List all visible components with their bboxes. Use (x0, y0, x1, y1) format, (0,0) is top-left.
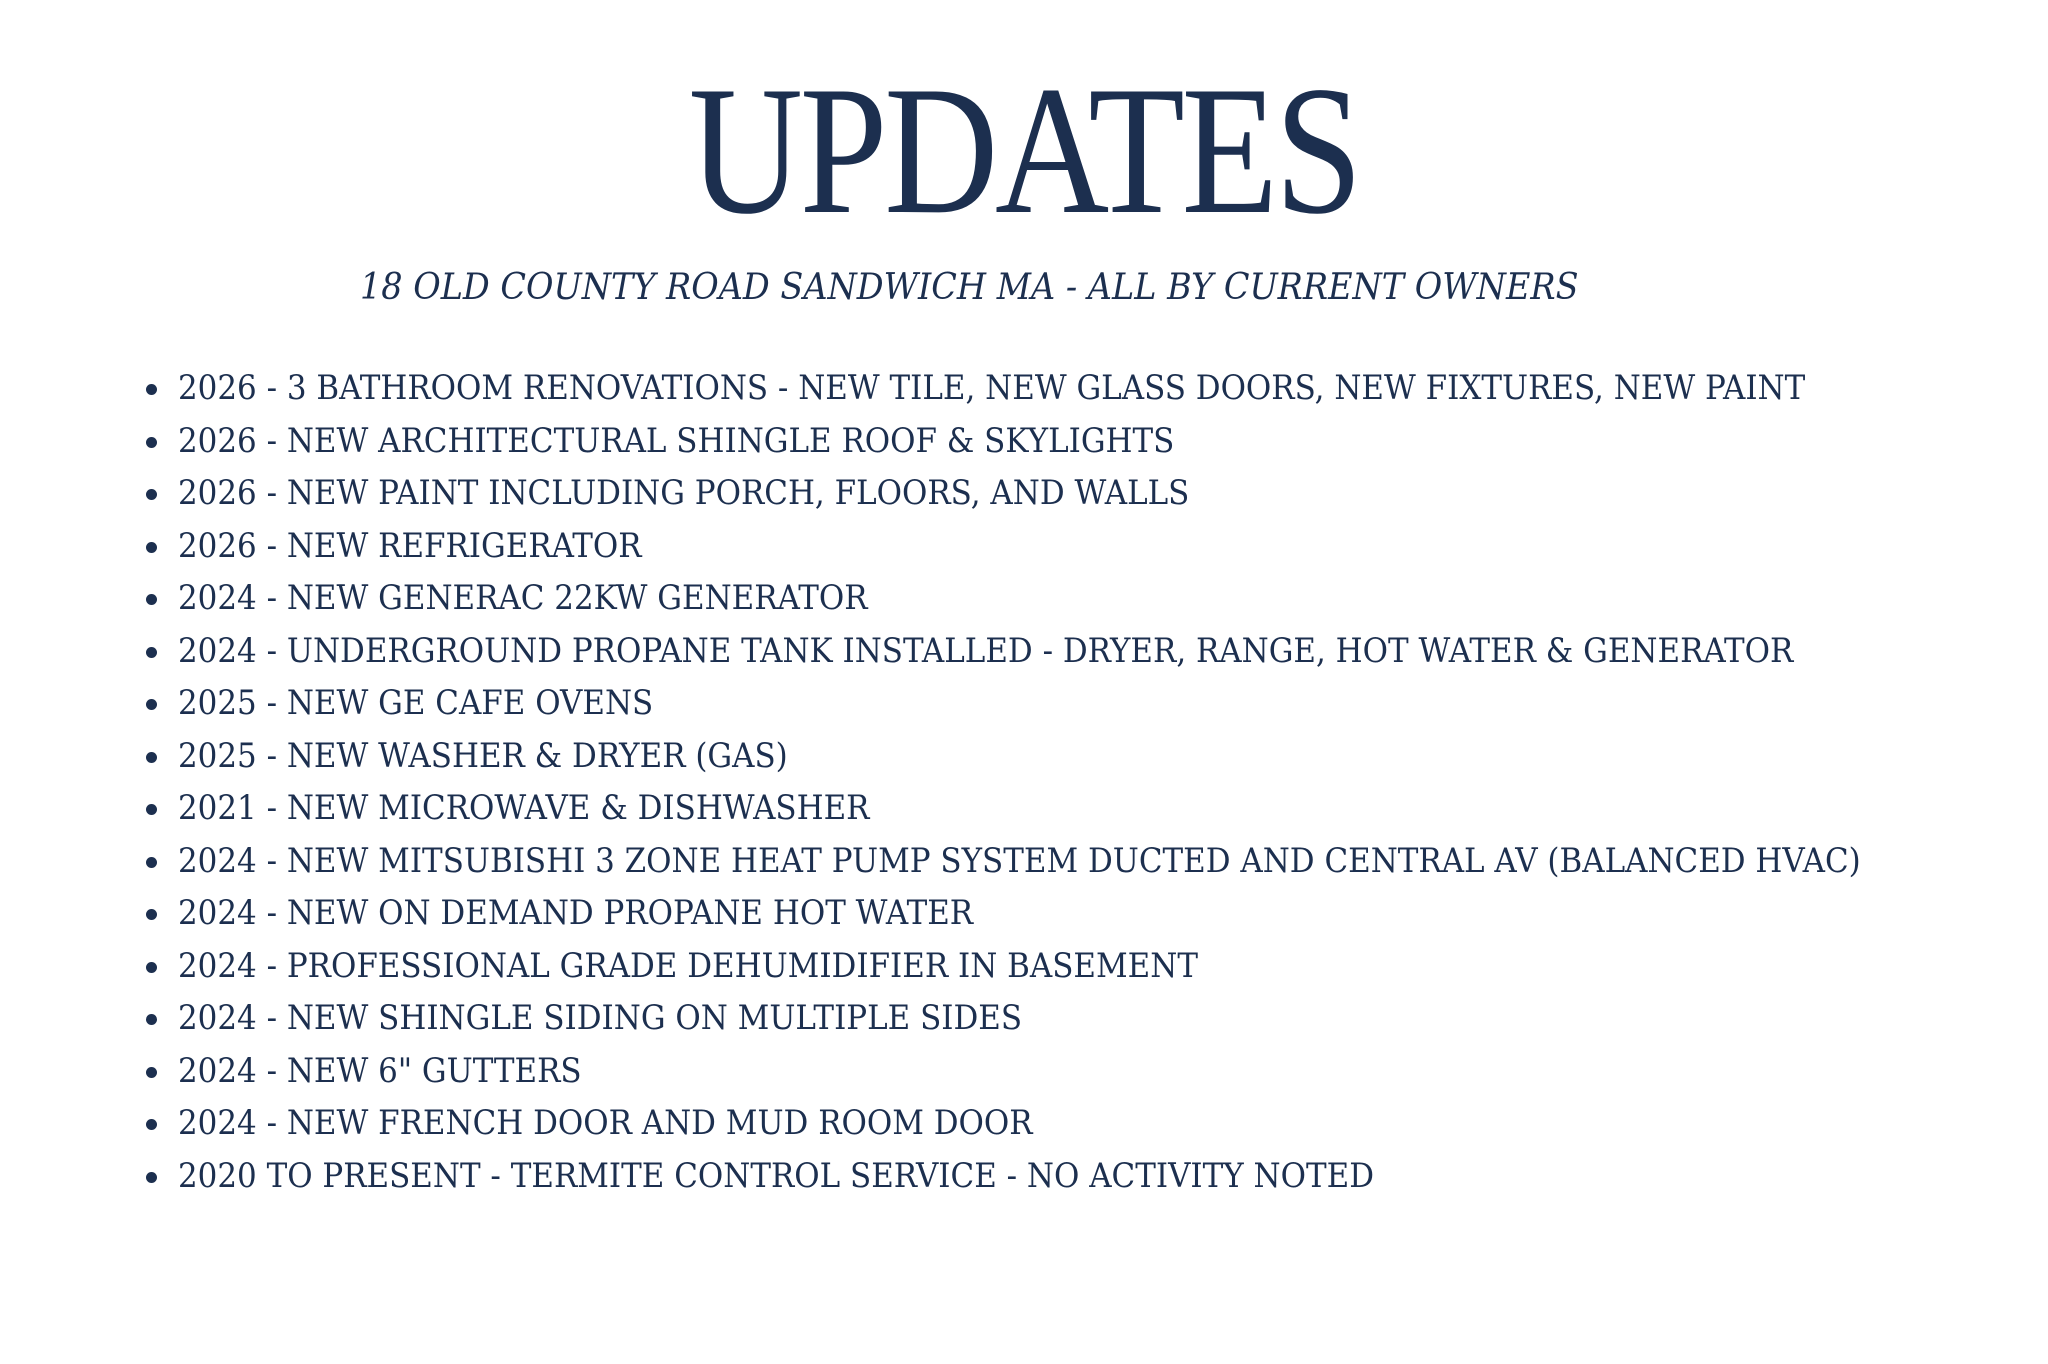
update-item-text: 2026 - 3 BATHROOM RENOVATIONS - NEW TILE, NEW GLASS DOORS, NEW FIXTURES, NEW PAINT (178, 368, 1806, 408)
bullet-icon (146, 594, 157, 605)
update-item-text: 2024 - NEW GENERAC 22KW GENERATOR (178, 578, 868, 618)
bullet-icon (146, 1014, 157, 1025)
bullet-icon (146, 489, 157, 500)
bullet-icon (146, 804, 157, 815)
update-item-text: 2020 TO PRESENT - TERMITE CONTROL SERVICE - NO ACTIVITY NOTED (178, 1155, 1374, 1196)
bullet-icon (146, 1067, 157, 1078)
update-item-text: 2024 - NEW MITSUBISHI 3 ZONE HEAT PUMP SYSTEM DUCTED AND CENTRAL AV (BALANCED HVAC) (178, 840, 1861, 881)
page-subtitle: 18 OLD COUNTY ROAD SANDWICH MA - ALL BY CURRENT OWNERS (360, 267, 1579, 308)
page-title: UPDATES (688, 48, 1360, 252)
bullet-icon (146, 909, 157, 920)
update-item-text: 2026 - NEW REFRIGERATOR (178, 525, 642, 566)
update-item-text: 2021 - NEW MICROWAVE & DISHWASHER (178, 788, 870, 828)
bullet-icon (146, 1172, 157, 1183)
update-item-text: 2024 - NEW ON DEMAND PROPANE HOT WATER (178, 893, 974, 933)
bullet-icon (146, 857, 157, 868)
update-item-text: 2026 - NEW ARCHITECTURAL SHINGLE ROOF & SKYLIGHTS (178, 420, 1175, 461)
update-item-text: 2026 - NEW PAINT INCLUDING PORCH, FLOORS, AND WALLS (178, 473, 1190, 513)
bullet-icon (146, 962, 157, 973)
update-item-text: 2024 - PROFESSIONAL GRADE DEHUMIDIFIER IN BASEMENT (178, 945, 1198, 986)
bullet-icon (146, 542, 157, 553)
update-item-text: 2024 - NEW SHINGLE SIDING ON MULTIPLE SIDES (178, 998, 1023, 1038)
bullet-icon (146, 647, 157, 658)
bullet-icon (146, 1119, 157, 1130)
bullet-icon (146, 752, 157, 763)
update-item-text: 2024 - UNDERGROUND PROPANE TANK INSTALLED - DRYER, RANGE, HOT WATER & GENERATOR (178, 630, 1794, 671)
bullet-icon (146, 437, 157, 448)
update-item-text: 2025 - NEW GE CAFE OVENS (178, 683, 654, 723)
update-item-text: 2025 - NEW WASHER & DRYER (GAS) (178, 735, 788, 776)
update-item-text: 2024 - NEW 6" GUTTERS (178, 1050, 582, 1091)
bullet-icon (146, 384, 157, 395)
bullet-icon (146, 699, 157, 710)
update-item-text: 2024 - NEW FRENCH DOOR AND MUD ROOM DOOR (178, 1103, 1033, 1143)
